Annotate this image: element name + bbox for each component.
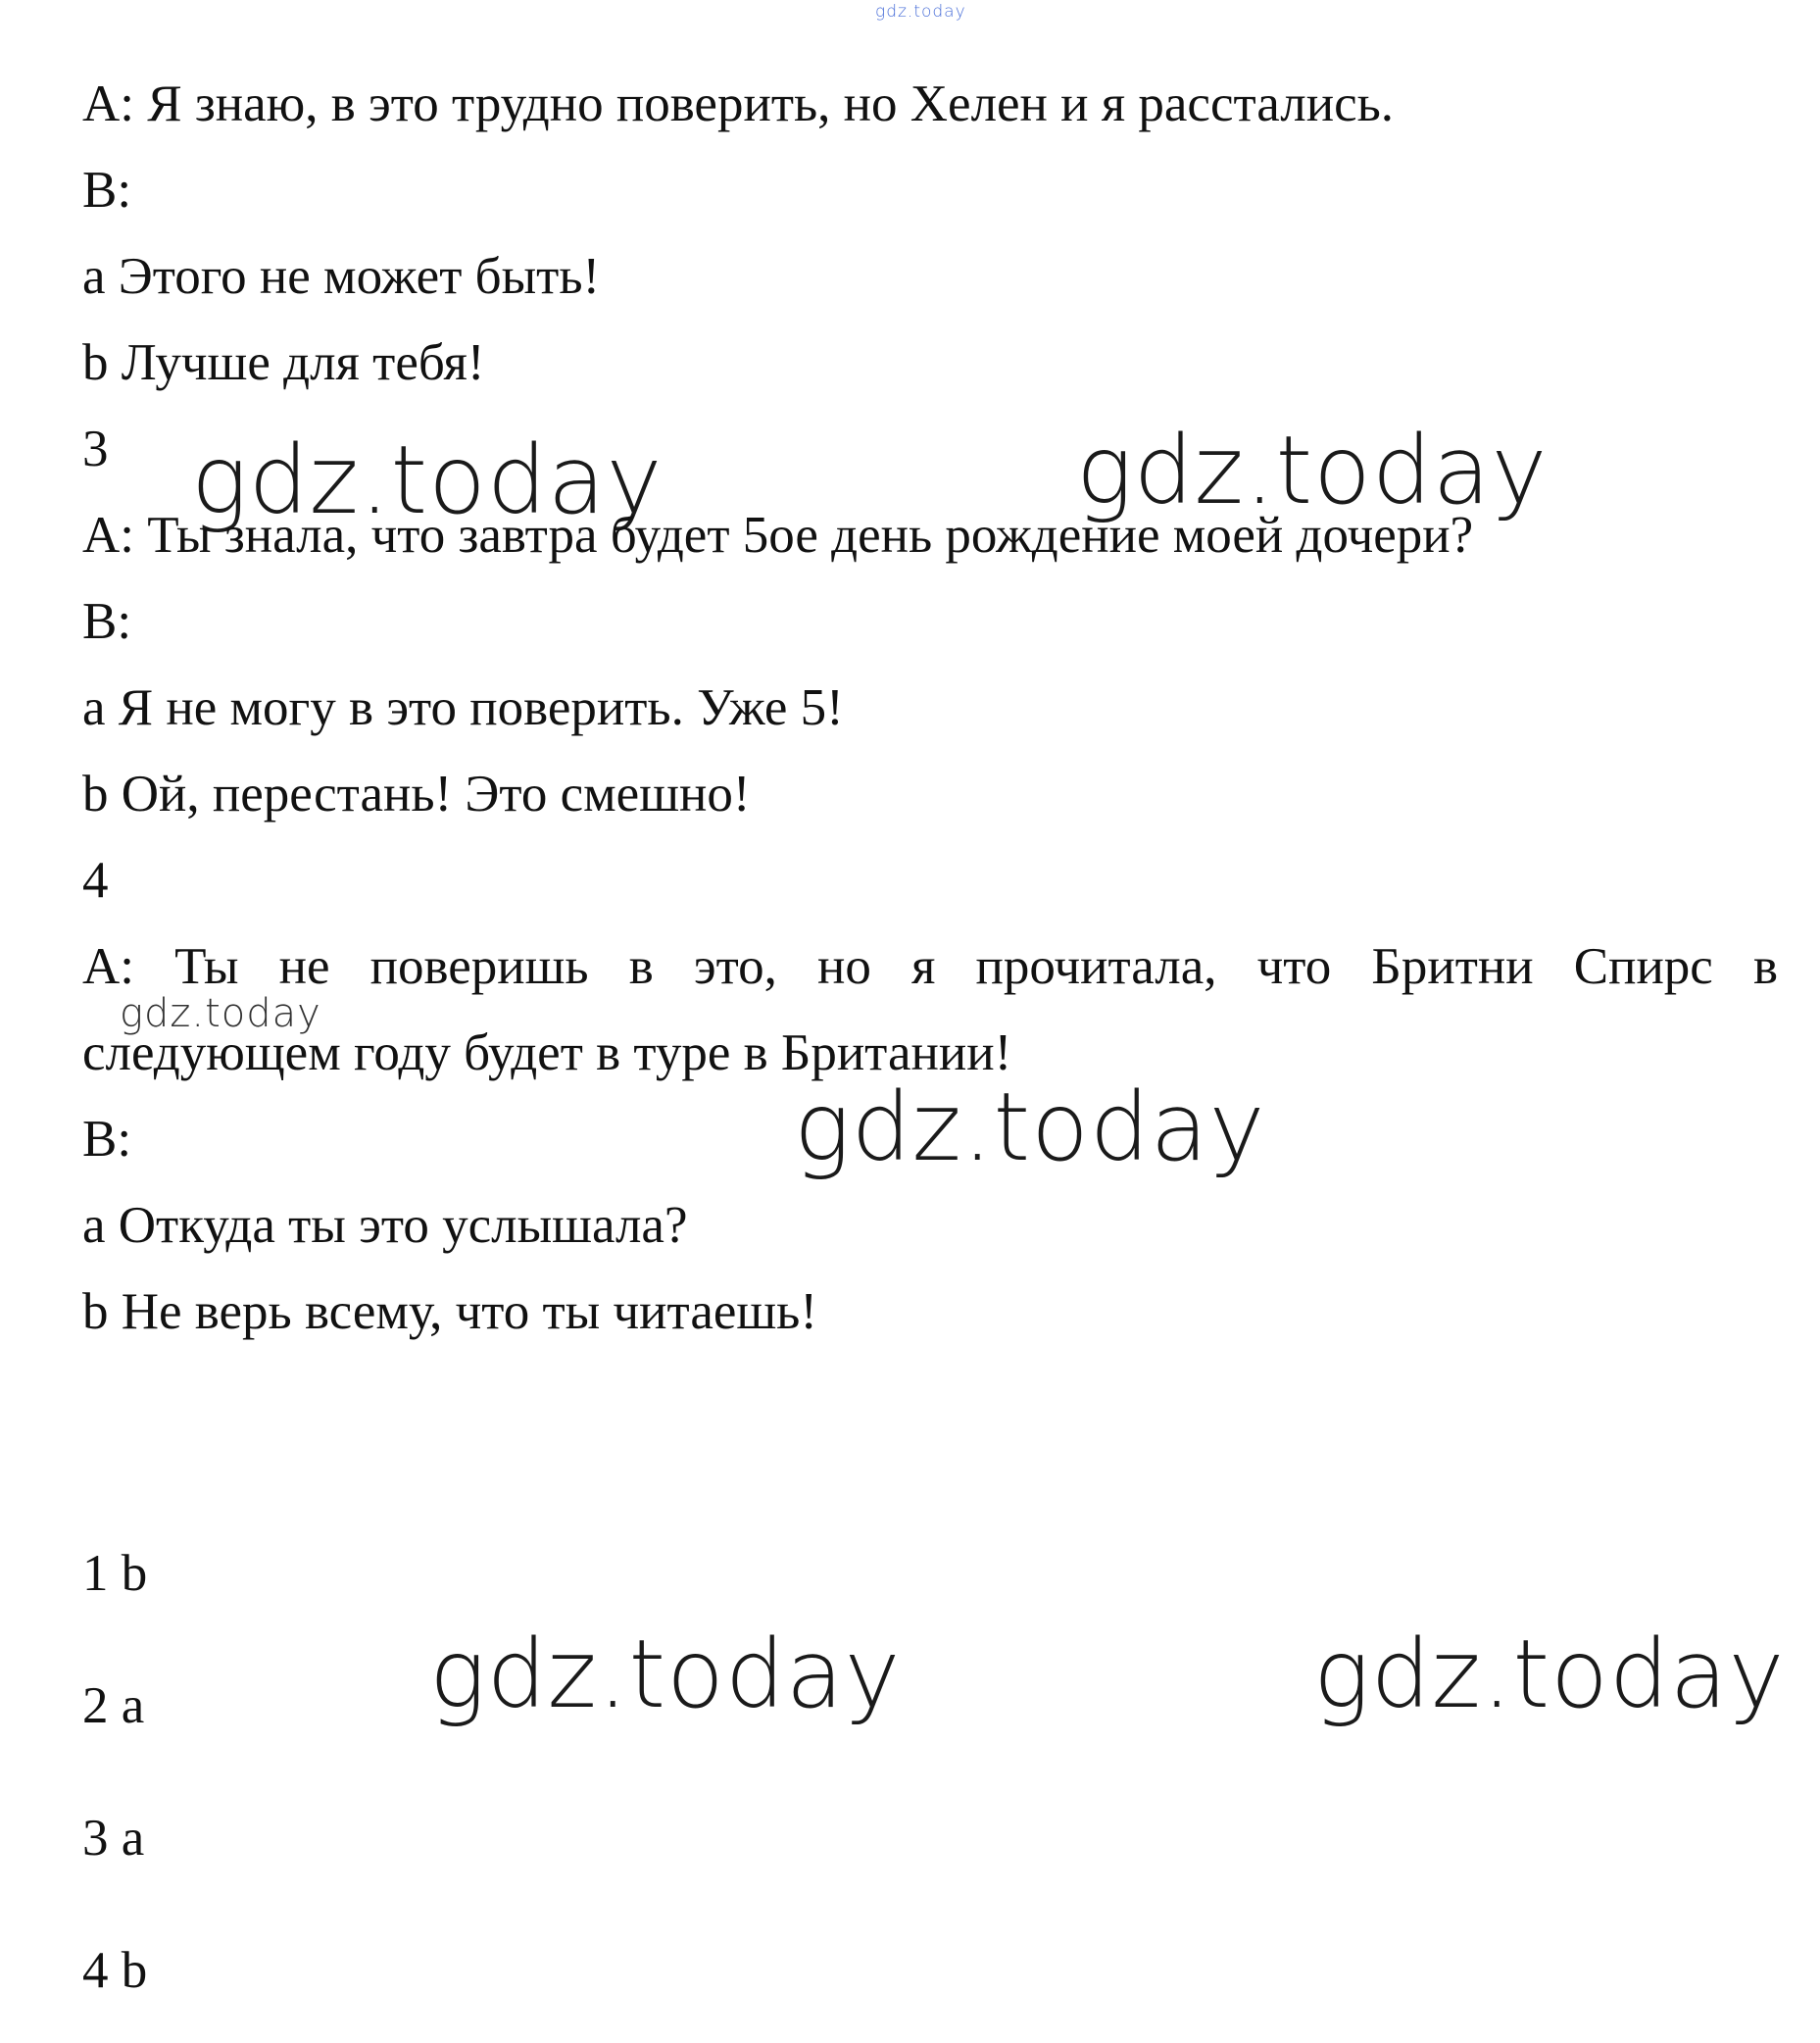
watermark: gdz.today [1313, 1619, 1786, 1729]
answer-1: 1 b [82, 1545, 148, 1602]
answer-2: 2 a [82, 1677, 145, 1734]
watermark: gdz.today [429, 1619, 902, 1729]
answer-3: 3 a [82, 1810, 145, 1867]
dialog-3-option-b: b Ой, перестань! Это смешно! [82, 766, 751, 822]
dialog-3-number: 3 [82, 421, 109, 477]
dialog-3-a-line: A: Ты знала, что завтра будет 5ое день рождение моей дочери? [82, 507, 1474, 564]
watermark: gdz.today [1076, 416, 1549, 525]
dialog-1-option-b: b Лучше для тебя! [82, 334, 485, 391]
dialog-4-option-a: a Откуда ты это услышала? [82, 1197, 688, 1254]
watermark: gdz.today [191, 425, 664, 535]
dialog-1-a-line: A: Я знаю, в это трудно поверить, но Хелен и я расстались. [82, 75, 1395, 132]
watermark: gdz.today [794, 1072, 1266, 1182]
header-watermark: gdz.today [875, 2, 966, 22]
dialog-4-number: 4 [82, 852, 109, 909]
dialog-4-a-line-2: следующем году будет в туре в Британии! [82, 1024, 1012, 1081]
dialog-4-b-label: B: [82, 1111, 132, 1168]
answer-4: 4 b [82, 1942, 148, 1999]
dialog-3-option-a: a Я не могу в это поверить. Уже 5! [82, 679, 844, 736]
dialog-1-option-a: a Этого не может быть! [82, 248, 601, 305]
dialog-3-b-label: B: [82, 593, 132, 650]
watermark: gdz.today [120, 991, 321, 1036]
dialog-1-b-label: B: [82, 162, 132, 219]
dialog-4-option-b: b Не верь всему, что ты читаешь! [82, 1283, 817, 1340]
dialog-4-a-line-1: A: Ты не поверишь в это, но я прочитала, что Бритни Спирс в [82, 938, 1778, 995]
